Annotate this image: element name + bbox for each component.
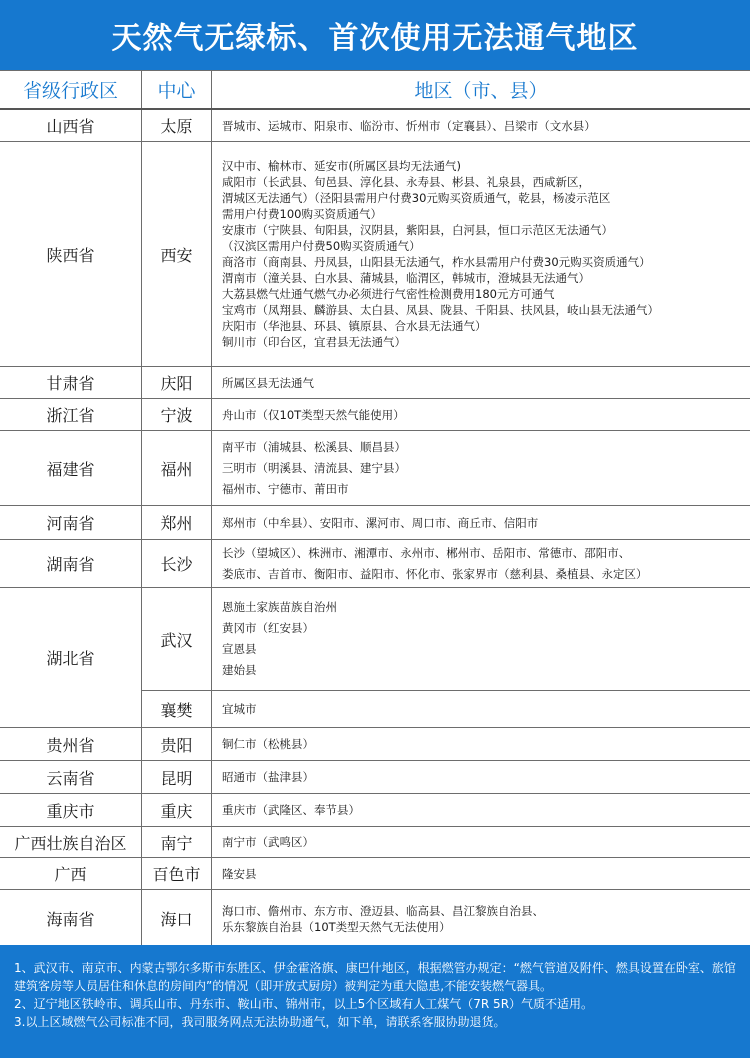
header-areas: 地区（市、县） bbox=[414, 80, 548, 102]
table-row-hubei bbox=[0, 588, 750, 728]
region-table bbox=[0, 70, 750, 948]
areas-cell bbox=[212, 691, 750, 727]
areas-cell bbox=[212, 367, 750, 398]
areas-cell bbox=[212, 110, 750, 141]
area-line: 重庆市（武隆区、奉节县） bbox=[222, 803, 360, 817]
header-center: 中心 bbox=[142, 71, 212, 108]
center-cell: 庆阳 bbox=[142, 367, 212, 398]
table-row bbox=[0, 794, 750, 827]
center-cell: 武汉 bbox=[142, 588, 212, 690]
area-line: （汉滨区需用户付费50购买资质通气） bbox=[222, 239, 421, 253]
province-cell: 广西 bbox=[0, 858, 142, 889]
province-cell: 湖北省 bbox=[0, 588, 142, 727]
area-line: 南宁市（武鸣区） bbox=[222, 835, 314, 849]
center-cell: 南宁 bbox=[142, 827, 212, 857]
area-line: 庆阳市（华池县、环县、镇原县、合水县无法通气） bbox=[222, 319, 487, 333]
area-line: 所属区县无法通气 bbox=[222, 375, 314, 390]
table-row bbox=[0, 110, 750, 142]
area-line: 咸阳市（长武县、旬邑县、淳化县、永寿县、彬县、礼泉县，西咸新区， bbox=[222, 175, 590, 189]
area-line: 隆安县 bbox=[222, 866, 257, 881]
page-title: 天然气无绿标、首次使用无法通气地区 bbox=[0, 0, 750, 70]
area-line: 宝鸡市（凤翔县、麟游县、太白县、凤县、陇县、千阳县、扶风县，岐山县无法通气） bbox=[222, 303, 659, 317]
area-line: 恩施土家族苗族自治州 bbox=[222, 600, 337, 614]
area-line: 大荔县燃气灶通气燃气办必须进行气密性检测费用180元方可通气 bbox=[222, 287, 555, 301]
province-cell: 海南省 bbox=[0, 890, 142, 947]
area-line: 娄底市、吉首市、衡阳市、益阳市、怀化市、张家界市（慈利县、桑植县、永定区） bbox=[222, 566, 648, 581]
areas-cell bbox=[212, 506, 750, 539]
area-line: 安康市（宁陕县、旬阳县，汉阴县，紫阳县，白河县，恒口示范区无法通气） bbox=[222, 223, 613, 237]
province-cell: 甘肃省 bbox=[0, 367, 142, 398]
notes-box bbox=[0, 945, 750, 1058]
area-line: 建始县 bbox=[222, 663, 257, 677]
center-cell: 百色市 bbox=[142, 858, 212, 889]
area-line: 海口市、儋州市、东方市、澄迈县、临高县、昌江黎族自治县、 bbox=[222, 903, 544, 918]
province-cell: 山西省 bbox=[0, 110, 142, 141]
province-cell: 云南省 bbox=[0, 761, 142, 793]
area-line: 铜川市（印台区，宜君县无法通气） bbox=[222, 335, 406, 349]
province-cell: 湖南省 bbox=[0, 540, 142, 587]
area-line: 乐东黎族自治县（10T类型天然气无法使用） bbox=[222, 919, 451, 934]
table-subrow bbox=[142, 690, 750, 727]
area-line: 需用户付费100购买资质通气） bbox=[222, 207, 382, 221]
table-row bbox=[0, 367, 750, 399]
center-cell: 宁波 bbox=[142, 399, 212, 430]
table-row bbox=[0, 761, 750, 794]
area-line: 郑州市（中牟县）、安阳市、漯河市、周口市、商丘市、信阳市 bbox=[222, 515, 539, 530]
area-line: 宣恩县 bbox=[222, 642, 257, 656]
province-cell: 广西壮族自治区 bbox=[0, 827, 142, 857]
table-row bbox=[0, 142, 750, 367]
province-cell: 浙江省 bbox=[0, 399, 142, 430]
center-cell: 太原 bbox=[142, 110, 212, 141]
areas-cell bbox=[212, 142, 750, 366]
areas-cell bbox=[212, 399, 750, 430]
table-subrow bbox=[142, 588, 750, 690]
table-row bbox=[0, 431, 750, 506]
center-cell: 郑州 bbox=[142, 506, 212, 539]
area-line: 渭城区无法通气）（泾阳县需用户付费30元购买资质通气，乾县，杨凌示范区 bbox=[222, 191, 611, 205]
table-row bbox=[0, 728, 750, 761]
area-line: 商洛市（商南县、丹凤县，山阳县无法通气，柞水县需用户付费30元购买资质通气） bbox=[222, 255, 651, 269]
province-cell: 贵州省 bbox=[0, 728, 142, 760]
center-cell: 襄樊 bbox=[142, 691, 212, 727]
province-cell: 河南省 bbox=[0, 506, 142, 539]
areas-cell bbox=[212, 858, 750, 889]
center-cell: 长沙 bbox=[142, 540, 212, 587]
areas-cell bbox=[212, 794, 750, 826]
area-line: 黄冈市（红安县） bbox=[222, 621, 314, 635]
areas-cell bbox=[212, 728, 750, 760]
area-line: 渭南市（潼关县、白水县、蒲城县，临渭区，韩城市，澄城县无法通气） bbox=[222, 271, 590, 285]
province-cell: 陕西省 bbox=[0, 142, 142, 366]
area-line: 南平市（浦城县、松溪县、顺昌县） bbox=[222, 439, 406, 454]
area-line: 昭通市（盐津县） bbox=[222, 770, 314, 784]
center-cell: 海口 bbox=[142, 890, 212, 947]
table-row bbox=[0, 827, 750, 858]
center-cell: 贵阳 bbox=[142, 728, 212, 760]
header-province: 省级行政区 bbox=[0, 71, 142, 108]
areas-cell bbox=[212, 540, 750, 587]
areas-cell bbox=[212, 890, 750, 947]
area-line: 晋城市、运城市、阳泉市、临汾市、忻州市（定襄县）、吕梁市（文水县） bbox=[222, 118, 596, 133]
table-header bbox=[0, 70, 750, 110]
area-line: 三明市（明溪县、清流县、建宁县） bbox=[222, 460, 406, 475]
areas-cell bbox=[212, 761, 750, 793]
table-row bbox=[0, 858, 750, 890]
table-row bbox=[0, 399, 750, 431]
area-line: 宜城市 bbox=[222, 702, 257, 716]
areas-cell bbox=[212, 588, 750, 690]
center-cell: 西安 bbox=[142, 142, 212, 366]
areas-cell bbox=[212, 431, 750, 505]
center-cell: 昆明 bbox=[142, 761, 212, 793]
table-row bbox=[0, 890, 750, 948]
area-line: 福州市、宁德市、莆田市 bbox=[222, 481, 349, 496]
note-1: 1、武汉市、南京市、内蒙古鄂尔多斯市东胜区、伊金霍洛旗、康巴什地区，根据燃管办规定：“燃气管道及附件、燃具设置在卧室、旅馆建筑客房等人员居住和休息的房间内”的情况（即开放式厨房）被判定为重大隐患,不能安装燃气器具。 bbox=[14, 961, 736, 993]
table-row bbox=[0, 506, 750, 540]
area-line: 汉中市、榆林市、延安市(所属区县均无法通气) bbox=[222, 159, 461, 173]
areas-cell bbox=[212, 827, 750, 857]
province-cell: 重庆市 bbox=[0, 794, 142, 826]
area-line: 铜仁市（松桃县） bbox=[222, 737, 314, 751]
center-cell: 重庆 bbox=[142, 794, 212, 826]
table-row bbox=[0, 540, 750, 588]
area-line: 舟山市（仅10T类型天然气能使用） bbox=[222, 407, 405, 422]
area-line: 长沙（望城区）、株洲市、湘潭市、永州市、郴州市、岳阳市、常德市、邵阳市、 bbox=[222, 545, 631, 560]
province-cell: 福建省 bbox=[0, 431, 142, 505]
note-2: 2、辽宁地区铁岭市、调兵山市、丹东市、鞍山市、锦州市，以上5个区域有人工煤气（7R 5R）气质不适用。 bbox=[14, 997, 594, 1011]
center-cell: 福州 bbox=[142, 431, 212, 505]
note-3: 3.以上区域燃气公司标准不同，我司服务网点无法协助通气，如下单，请联系客服协助退货。 bbox=[14, 1015, 506, 1029]
